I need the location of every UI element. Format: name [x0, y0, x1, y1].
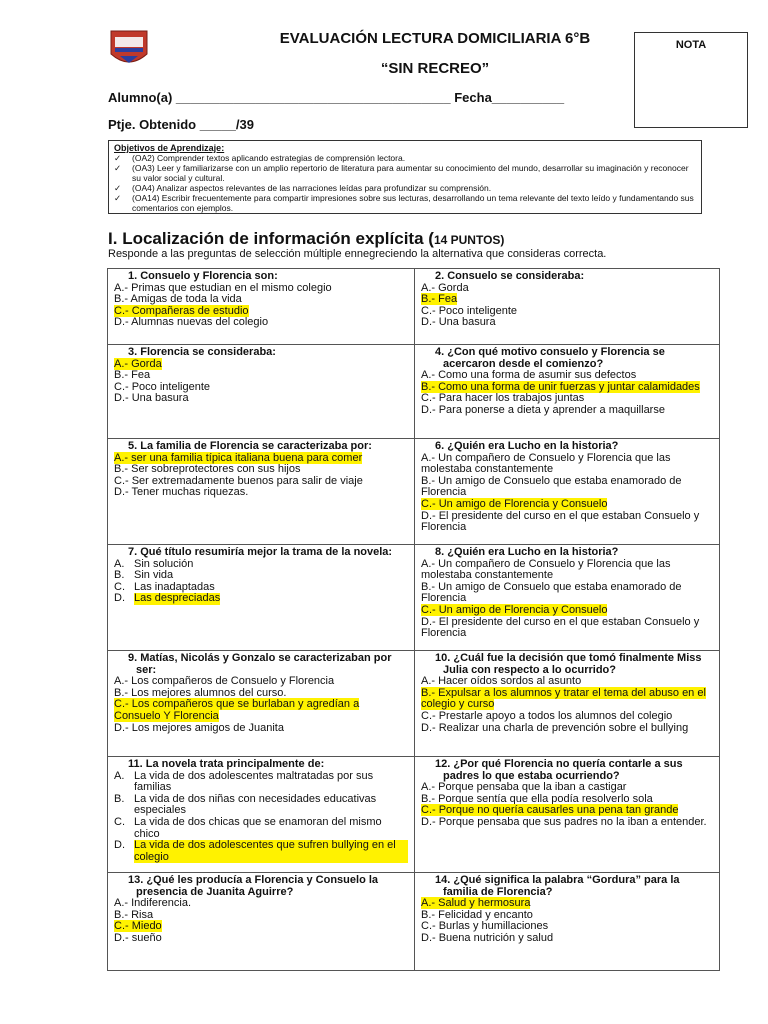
section-instructions: Responde a las preguntas de selección múltiple ennegreciendo la alternativa que consideras correcta.	[108, 248, 607, 260]
option-text: Las inadaptadas	[134, 580, 215, 593]
option-text: La vida de dos adolescentes que sufren bullying en el colegio	[134, 840, 408, 863]
question-cell	[108, 439, 415, 545]
question-text: 4. ¿Con qué motivo consuelo y Florencia se acercaron desde el comienzo?	[435, 346, 665, 370]
grade-box[interactable]	[634, 32, 748, 128]
option-text: B.- Como una forma de unir fuerzas y juntar calamidades	[421, 380, 700, 393]
option-text: D.- Para ponerse a dieta y aprender a maquillarse	[421, 403, 665, 416]
question-text: 11. La novela trata principalmente de:	[128, 758, 325, 770]
objective-text: (OA3) Leer y familiarizarse con un amplio repertorio de literatura para aumentar su conocimiento del mundo, desarrollar su imaginación y reconocer su valor social y cultural.	[132, 163, 689, 183]
question-cell	[415, 757, 720, 873]
question-row	[108, 545, 720, 651]
option-text: A.- Porque pensaba que la iban a castigar	[421, 781, 627, 794]
question-text: 13. ¿Qué les producía a Florencia y Consuelo la presencia de Juanita Aguirre?	[128, 874, 379, 898]
question-text: 2. Consuelo se consideraba:	[435, 270, 585, 282]
option-text: A.- Primas que estudian en el mismo colegio	[114, 281, 332, 294]
question-text: 12. ¿Por qué Florencia no quería contarle a sus padres lo que estaba ocurriendo?	[435, 758, 683, 782]
book-title: “SIN RECREO”	[380, 60, 490, 77]
answer-option[interactable]	[114, 699, 408, 722]
answer-option[interactable]	[421, 688, 713, 711]
option-text: B.- Amigas de toda la vida	[114, 293, 242, 306]
option-text: D.- Los mejores amigos de Juanita	[114, 721, 284, 734]
option-text: C.- Un amigo de Florencia y Consuelo	[421, 603, 608, 616]
answer-option[interactable]	[421, 405, 713, 417]
answer-option[interactable]	[114, 933, 408, 945]
option-text: A.- Indiferencia.	[114, 897, 192, 910]
option-text: A.- Salud y hermosura	[421, 897, 531, 910]
question-row	[108, 439, 720, 545]
section-title	[108, 229, 504, 249]
answer-option[interactable]	[421, 283, 713, 295]
answer-option[interactable]	[114, 593, 408, 605]
question-cell	[415, 269, 720, 345]
option-text: C.- Poco inteligente	[421, 304, 517, 317]
check-icon: ✓	[114, 183, 122, 193]
option-text: La vida de dos niñas con necesidades educativas especiales	[134, 792, 377, 817]
question-row	[108, 345, 720, 439]
check-icon: ✓	[114, 193, 122, 203]
option-letter: C.	[114, 815, 125, 828]
question-cell	[108, 651, 415, 757]
option-text: A.- Como una forma de asumir sus defectos	[421, 369, 637, 382]
answer-option[interactable]	[114, 359, 408, 371]
option-text: A.- Hacer oídos sordos al asunto	[421, 675, 582, 688]
question-cell	[415, 345, 720, 439]
option-text: D.- Tener muchas riquezas.	[114, 486, 249, 499]
answer-option[interactable]	[421, 476, 713, 499]
answer-option[interactable]	[114, 817, 408, 840]
answer-option[interactable]	[421, 817, 713, 829]
objective-item	[114, 163, 696, 183]
option-text: B.- Porque sentía que ella podía resolverlo sola	[421, 792, 653, 805]
option-text: C.- Burlas y humillaciones	[421, 920, 549, 933]
option-letter: A.	[114, 769, 125, 782]
option-letter: D.	[114, 839, 125, 852]
question-row	[108, 873, 720, 971]
option-text: B.- Fea	[114, 369, 151, 382]
section-title-text: Localización de información explícita (	[122, 229, 434, 248]
question-text: 9. Matías, Nicolás y Gonzalo se caracterizaban por ser:	[128, 652, 392, 676]
option-text: D.- El presidente del curso en el que estaban Consuelo y Florencia	[421, 615, 700, 640]
exam-title: EVALUACIÓN LECTURA DOMICILIARIA 6°B	[279, 30, 591, 47]
question-text: 14. ¿Qué significa la palabra “Gordura” para la familia de Florencia?	[435, 874, 680, 898]
option-text: D.- Alumnas nuevas del colegio	[114, 316, 269, 329]
question-cell	[108, 545, 415, 651]
option-text: La vida de dos adolescentes maltratadas por sus familias	[134, 769, 374, 794]
answer-option[interactable]	[114, 794, 408, 817]
option-text: C.- Prestarle apoyo a todos los alumnos del colegio	[421, 709, 673, 722]
answer-option[interactable]	[114, 898, 408, 910]
question-cell	[415, 873, 720, 971]
option-text: D.- Porque pensaba que sus padres no la iban a entender.	[421, 815, 707, 828]
answer-option[interactable]	[114, 317, 408, 329]
option-text: D.- Buena nutrición y salud	[421, 931, 554, 944]
option-text: Sin vida	[134, 569, 174, 582]
option-text: B.- Felicidad y encanto	[421, 908, 533, 921]
option-letter: B.	[114, 569, 125, 582]
question-cell	[415, 439, 720, 545]
answer-option[interactable]	[114, 487, 408, 499]
objectives-title: Objetivos de Aprendizaje:	[114, 143, 225, 153]
objective-text: (OA14) Escribir frecuentemente para compartir impresiones sobre sus lecturas, desarrollando un tema relevante del texto leído y fundamentando sus comentarios con ejemplos.	[132, 193, 694, 213]
option-text: D.- Una basura	[421, 316, 496, 329]
option-text: B.- Un amigo de Consuelo que estaba enamorado de Florencia	[421, 580, 682, 605]
option-letter: C.	[114, 580, 125, 593]
option-text: D.- El presidente del curso en el que estaban Consuelo y Florencia	[421, 509, 700, 534]
option-text: A.- Un compañero de Consuelo y Florencia que las molestaba constantemente	[421, 557, 671, 582]
question-cell	[108, 757, 415, 873]
answer-option[interactable]	[421, 559, 713, 582]
option-text: C.- Porque no quería causarles una pena tan grande	[421, 804, 679, 817]
answer-option[interactable]	[421, 617, 713, 640]
option-text: C.- Un amigo de Florencia y Consuelo	[421, 497, 608, 510]
objective-text: (OA4) Analizar aspectos relevantes de las narraciones leídas para profundizar su comprensión.	[132, 183, 492, 193]
question-row	[108, 269, 720, 345]
option-text: A.- ser una familia típica italiana buena para comer	[114, 451, 363, 464]
answer-option[interactable]	[114, 771, 408, 794]
option-letter: B.	[114, 792, 125, 805]
question-cell	[415, 545, 720, 651]
option-text: A.- Gorda	[421, 281, 469, 294]
option-text: B.- Ser sobreprotectores con sus hijos	[114, 463, 301, 476]
learning-objectives	[108, 140, 702, 214]
question-cell	[415, 651, 720, 757]
question-row	[108, 651, 720, 757]
student-name-date-line[interactable]: Alumno(a) ______________________________________ Fecha__________	[108, 90, 565, 105]
answer-option[interactable]	[421, 453, 713, 476]
option-text: C.- Los compañeros que se burlaban y agredían a Consuelo Y Florencia	[114, 698, 360, 722]
question-cell	[108, 873, 415, 971]
answer-option[interactable]	[421, 723, 713, 735]
answer-option[interactable]	[421, 511, 713, 534]
option-text: La vida de dos chicas que se enamoran del mismo chico	[134, 815, 382, 840]
objective-item	[114, 183, 696, 193]
question-row	[108, 757, 720, 873]
option-text: B.- Los mejores alumnos del curso.	[114, 686, 287, 699]
option-text: D.- Realizar una charla de prevención sobre el bullying	[421, 721, 689, 734]
answer-option[interactable]	[421, 582, 713, 605]
questions-table	[107, 268, 720, 971]
answer-option[interactable]	[421, 317, 713, 329]
option-text: C.- Ser extremadamente buenos para salir de viaje	[114, 474, 363, 487]
option-text: Las despreciadas	[134, 592, 221, 605]
answer-option[interactable]	[421, 933, 713, 945]
check-icon: ✓	[114, 163, 122, 173]
school-logo	[108, 28, 150, 70]
option-text: A.- Gorda	[114, 357, 162, 370]
option-text: B.- Un amigo de Consuelo que estaba enamorado de Florencia	[421, 474, 682, 499]
check-icon: ✓	[114, 153, 122, 163]
answer-option[interactable]	[114, 840, 408, 863]
option-text: C.- Para hacer los trabajos juntas	[421, 392, 585, 405]
question-text: 1. Consuelo y Florencia son:	[128, 270, 278, 282]
answer-option[interactable]	[114, 393, 408, 405]
option-letter: A.	[114, 557, 125, 570]
question-cell	[108, 269, 415, 345]
question-text: 8. ¿Quién era Lucho en la historia?	[435, 546, 619, 558]
objective-text: (OA2) Comprender textos aplicando estrategias de comprensión lectora.	[132, 153, 406, 163]
objective-item	[114, 153, 696, 163]
option-letter: D.	[114, 592, 125, 605]
option-text: C.- Miedo	[114, 920, 162, 933]
question-text: 6. ¿Quién era Lucho en la historia?	[435, 440, 619, 452]
question-cell	[108, 345, 415, 439]
option-text: A.- Un compañero de Consuelo y Florencia que las molestaba constantemente	[421, 451, 671, 476]
grade-label: NOTA	[675, 39, 707, 51]
option-text: B.- Risa	[114, 908, 154, 921]
option-text: B.- Expulsar a los alumnos y tratar el tema del abuso en el colegio y curso	[421, 686, 706, 711]
question-text: 7. Qué título resumiría mejor la trama de la novela:	[128, 546, 393, 558]
option-text: D.- Una basura	[114, 392, 189, 405]
question-text: 10. ¿Cuál fue la decisión que tomó finalmente Miss Julia con respecto a lo ocurrido?	[435, 652, 702, 676]
question-text: 5. La familia de Florencia se caracterizaba por:	[128, 440, 372, 452]
option-text: C.- Compañeras de estudio	[114, 304, 249, 317]
section-roman: I.	[108, 229, 118, 248]
option-text: A.- Los compañeros de Consuelo y Florencia	[114, 675, 335, 688]
question-text: 3. Florencia se consideraba:	[128, 346, 276, 358]
section-points: 14 PUNTOS)	[433, 233, 505, 247]
option-text: C.- Poco inteligente	[114, 380, 210, 393]
objective-item	[114, 193, 696, 213]
answer-option[interactable]	[114, 723, 408, 735]
option-text: Sin solución	[134, 557, 194, 570]
option-text: D.- sueño	[114, 931, 162, 944]
score-line[interactable]: Ptje. Obtenido _____/39	[108, 117, 254, 132]
option-text: B.- Fea	[421, 293, 458, 306]
